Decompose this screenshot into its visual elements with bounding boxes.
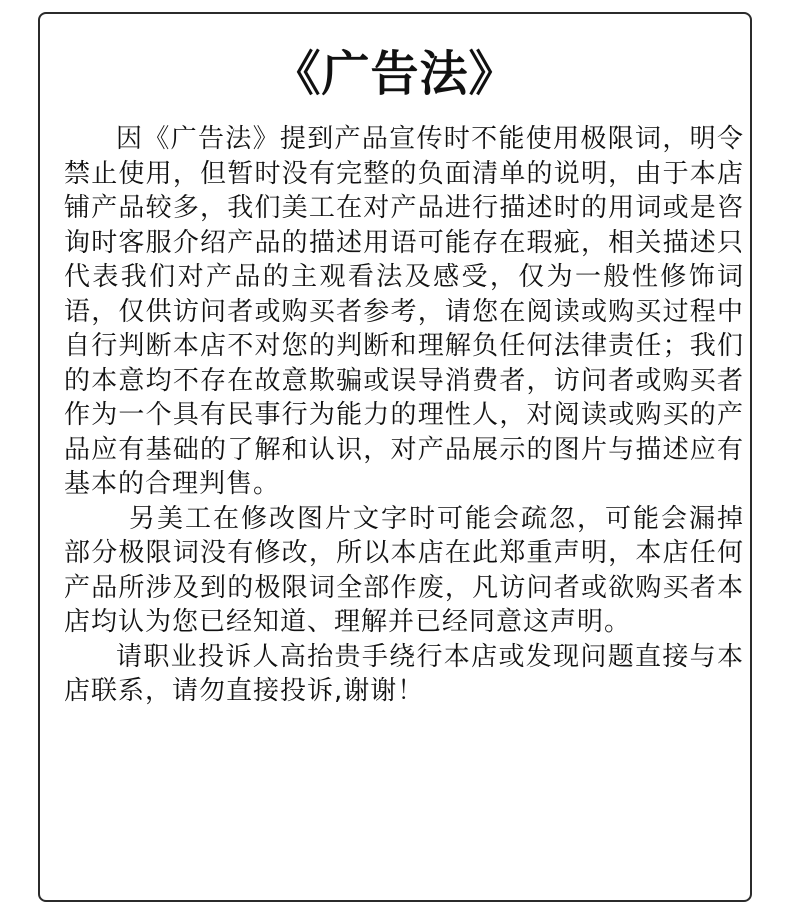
paragraph-image-text: 另美工在修改图片文字时可能会疏忽，可能会漏掉部分极限词没有修改，所以本店在此郑重声明，本店任何产品所涉及到的极限词全部作废，凡访问者或欲购买者本店均认为您已经知道、理解并已经同意这声明。 [64,503,744,637]
paragraph-disclaimer: 因《广告法》提到产品宣传时不能使用极限词，明令禁止使用，但暂时没有完整的负面清单的说明，由于本店铺产品较多，我们美工在对产品进行描述时的用词或是咨询时客服介绍产品的描述用语可能存在瑕疵，相关描述只代表我们对产品的主观看法及感受，仅为一般性修饰词语，仅供访问者或购买者参考，请您在阅读或购买过程中自行判断本店不对您的判断和理解负任何法律责任；我们的本意均不存在故意欺骗或误导消费者，访问者或购买者作为一个具有民事行为能力的理性人，对阅读或购买的产品应有基础的了解和认识，对产品展示的图片与描述应有基本的合理判售。 [64,124,744,499]
notice-body [64,122,744,709]
document-title: 《广告法》 [272,46,518,102]
notice-frame [38,12,752,902]
paragraph-complaint: 请职业投诉人高抬贵手绕行本店或发现问题直接与本店联系，请勿直接投诉,谢谢！ [64,641,744,706]
